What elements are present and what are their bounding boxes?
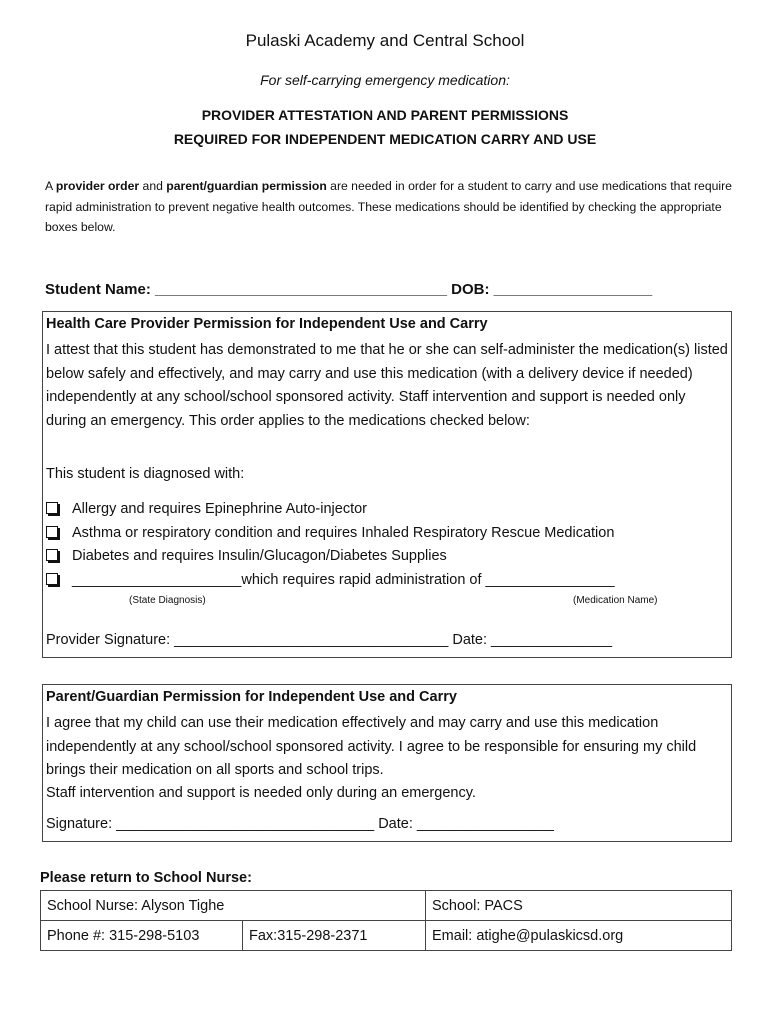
checkbox-icon[interactable] [46, 526, 58, 538]
student-name-dob-line[interactable]: Student Name: ___________________________________ DOB: ___________________ [45, 281, 653, 298]
fax-cell: Fax:315-298-2371 [243, 921, 426, 951]
intro-text-1: A [45, 179, 56, 193]
parent-permission-section [42, 684, 732, 842]
caption-medication-name: (Medication Name) [573, 595, 658, 606]
school-name: Pulaski Academy and Central School [245, 31, 525, 50]
provider-signature-line[interactable]: Provider Signature: __________________________________ Date: _______________ [46, 632, 613, 648]
diagnosed-label: This student is diagnosed with: [46, 466, 245, 482]
option-other-diagnosis[interactable] [46, 572, 615, 588]
parent-staff-intervention-text: Staff intervention and support is needed only during an emergency. [46, 785, 476, 801]
provider-permission-section [42, 311, 732, 658]
parent-signature-line[interactable]: Signature: ________________________________ Date: _________________ [46, 816, 554, 832]
option-label: Allergy and requires Epinephrine Auto-injector [72, 501, 368, 517]
return-to-nurse-label: Please return to School Nurse: [40, 870, 252, 886]
option-label: Asthma or respiratory condition and requires Inhaled Respiratory Rescue Medication [72, 525, 615, 541]
intro-text-2: and [139, 179, 167, 193]
table-row [41, 921, 732, 951]
checkbox-icon[interactable] [46, 502, 58, 514]
provider-attestation-text: I attest that this student has demonstrated to me that he or she can self-administer the medication(s) listed below safely and effectively, and may carry and use this medication (with a delivery device if needed) independently at any school/school sponsored activity. Staff intervention and support is needed only during an emergency. This order applies to the medications checked below: [46, 342, 728, 429]
email-cell: Email: atighe@pulaskicsd.org [426, 921, 732, 951]
school-cell: School: PACS [426, 891, 732, 921]
option-asthma[interactable] [46, 525, 614, 541]
checkbox-icon[interactable] [46, 549, 58, 561]
nurse-name-cell: School Nurse: Alyson Tighe [41, 891, 426, 921]
parent-section-heading: Parent/Guardian Permission for Independent Use and Carry [46, 689, 457, 705]
intro-paragraph [45, 176, 735, 238]
option-allergy[interactable] [46, 501, 367, 517]
option-label: Diabetes and requires Insulin/Glucagon/Diabetes Supplies [72, 548, 447, 564]
form-title-line2: REQUIRED FOR INDEPENDENT MEDICATION CARRY AND USE [173, 131, 597, 147]
phone-cell: Phone #: 315-298-5103 [41, 921, 243, 951]
form-title-line1: PROVIDER ATTESTATION AND PARENT PERMISSIONS [201, 107, 569, 123]
provider-section-heading: Health Care Provider Permission for Independent Use and Carry [46, 316, 488, 332]
checkbox-icon[interactable] [46, 573, 58, 585]
option-diabetes[interactable] [46, 548, 447, 564]
intro-bold-provider-order: provider order [55, 179, 140, 193]
intro-bold-parent-permission: parent/guardian permission [166, 179, 327, 193]
nurse-contact-table [40, 890, 732, 951]
table-row [41, 891, 732, 921]
parent-agreement-text: I agree that my child can use their medication effectively and may carry and use this medication independently at any school/school sponsored activity. I agree to be responsible for ensuring my child brings their medication on all sports and school trips. [46, 715, 697, 778]
option-label: _____________________which requires rapid administration of ________________ [72, 572, 615, 588]
caption-state-diagnosis: (State Diagnosis) [129, 595, 206, 606]
form-subtitle: For self-carrying emergency medication: [260, 72, 510, 88]
intro-text-3: are needed in order for a student to carry and use medications that require rapid administration to prevent negative health outcomes. These medications should be identified by checking the appropriate boxes below. [45, 179, 732, 234]
